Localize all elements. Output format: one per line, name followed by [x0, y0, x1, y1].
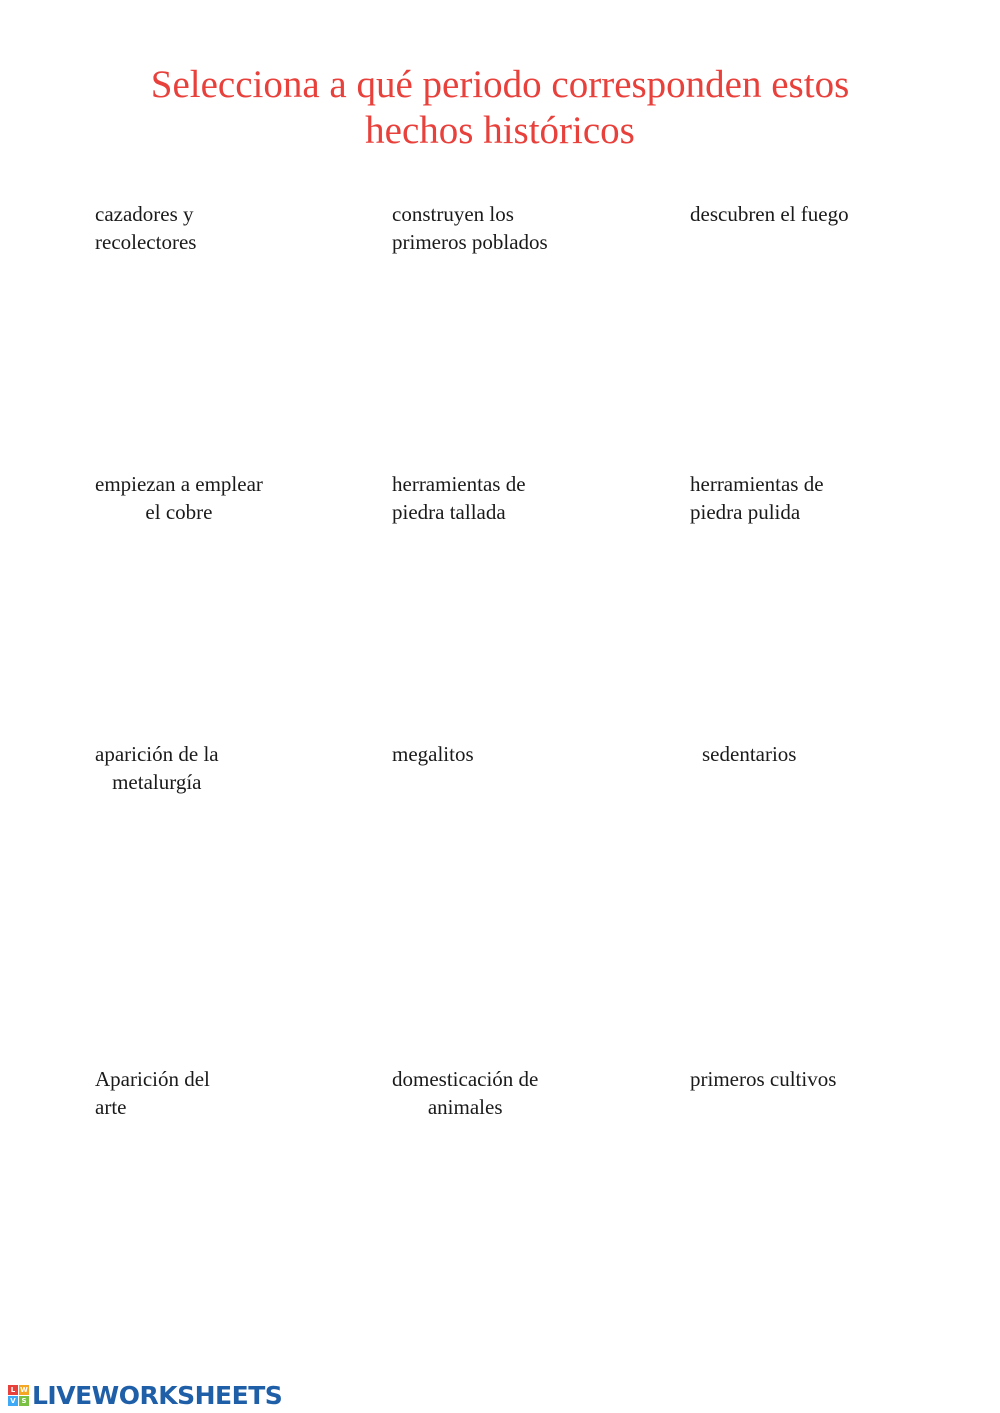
fact-item-poblados[interactable]: [392, 201, 548, 256]
fact-line: construyen los: [392, 202, 514, 226]
fact-line: sedentarios: [702, 742, 797, 766]
fact-line: primeros cultivos: [690, 1067, 837, 1091]
fact-line: el cobre: [145, 499, 213, 524]
title-line-1: Selecciona a qué periodo corresponden estos: [150, 63, 850, 106]
fact-line: descubren el fuego: [690, 202, 849, 226]
fact-line: aparición de la: [95, 742, 219, 766]
fact-item-megalitos[interactable]: [392, 741, 474, 769]
fact-line: herramientas de: [690, 472, 824, 496]
fact-item-piedra-tallada[interactable]: [392, 471, 526, 526]
brand-name: LIVEWORKSHEETS: [32, 1380, 283, 1410]
fact-item-piedra-pulida[interactable]: [690, 471, 824, 526]
fact-item-cazadores[interactable]: [95, 201, 196, 256]
fact-line: metalurgía: [112, 769, 202, 794]
fact-line: primeros poblados: [392, 229, 548, 254]
logo-letter: W: [20, 1385, 28, 1394]
fact-item-cobre[interactable]: [95, 471, 263, 526]
fact-line: empiezan a emplear: [95, 472, 263, 496]
fact-item-arte[interactable]: [95, 1066, 210, 1121]
footer-logo: [8, 1382, 282, 1408]
fact-item-metalurgia[interactable]: [95, 741, 219, 796]
logo-letter: V: [8, 1396, 18, 1406]
fact-item-cultivos[interactable]: [690, 1066, 836, 1094]
fact-item-domesticacion[interactable]: [392, 1066, 538, 1121]
fact-item-fuego[interactable]: [690, 201, 849, 229]
page-title: [0, 62, 1000, 154]
logo-letter: L: [8, 1385, 18, 1395]
title-line-2: hechos históricos: [365, 109, 635, 152]
fact-item-sedentarios[interactable]: [702, 741, 796, 769]
fact-line: herramientas de: [392, 472, 526, 496]
fact-line: Aparición del: [95, 1067, 210, 1091]
fact-line: domesticación de: [392, 1067, 539, 1091]
fact-line: cazadores y: [95, 202, 194, 226]
fact-line: piedra pulida: [690, 499, 801, 524]
fact-line: recolectores: [95, 229, 197, 254]
logo-letter: S: [19, 1396, 29, 1406]
fact-line: megalitos: [392, 742, 474, 766]
fact-line: animales: [427, 1094, 503, 1119]
fact-line: piedra tallada: [392, 499, 506, 524]
liveworksheets-logo-icon: [8, 1385, 29, 1406]
fact-line: arte: [95, 1094, 127, 1119]
